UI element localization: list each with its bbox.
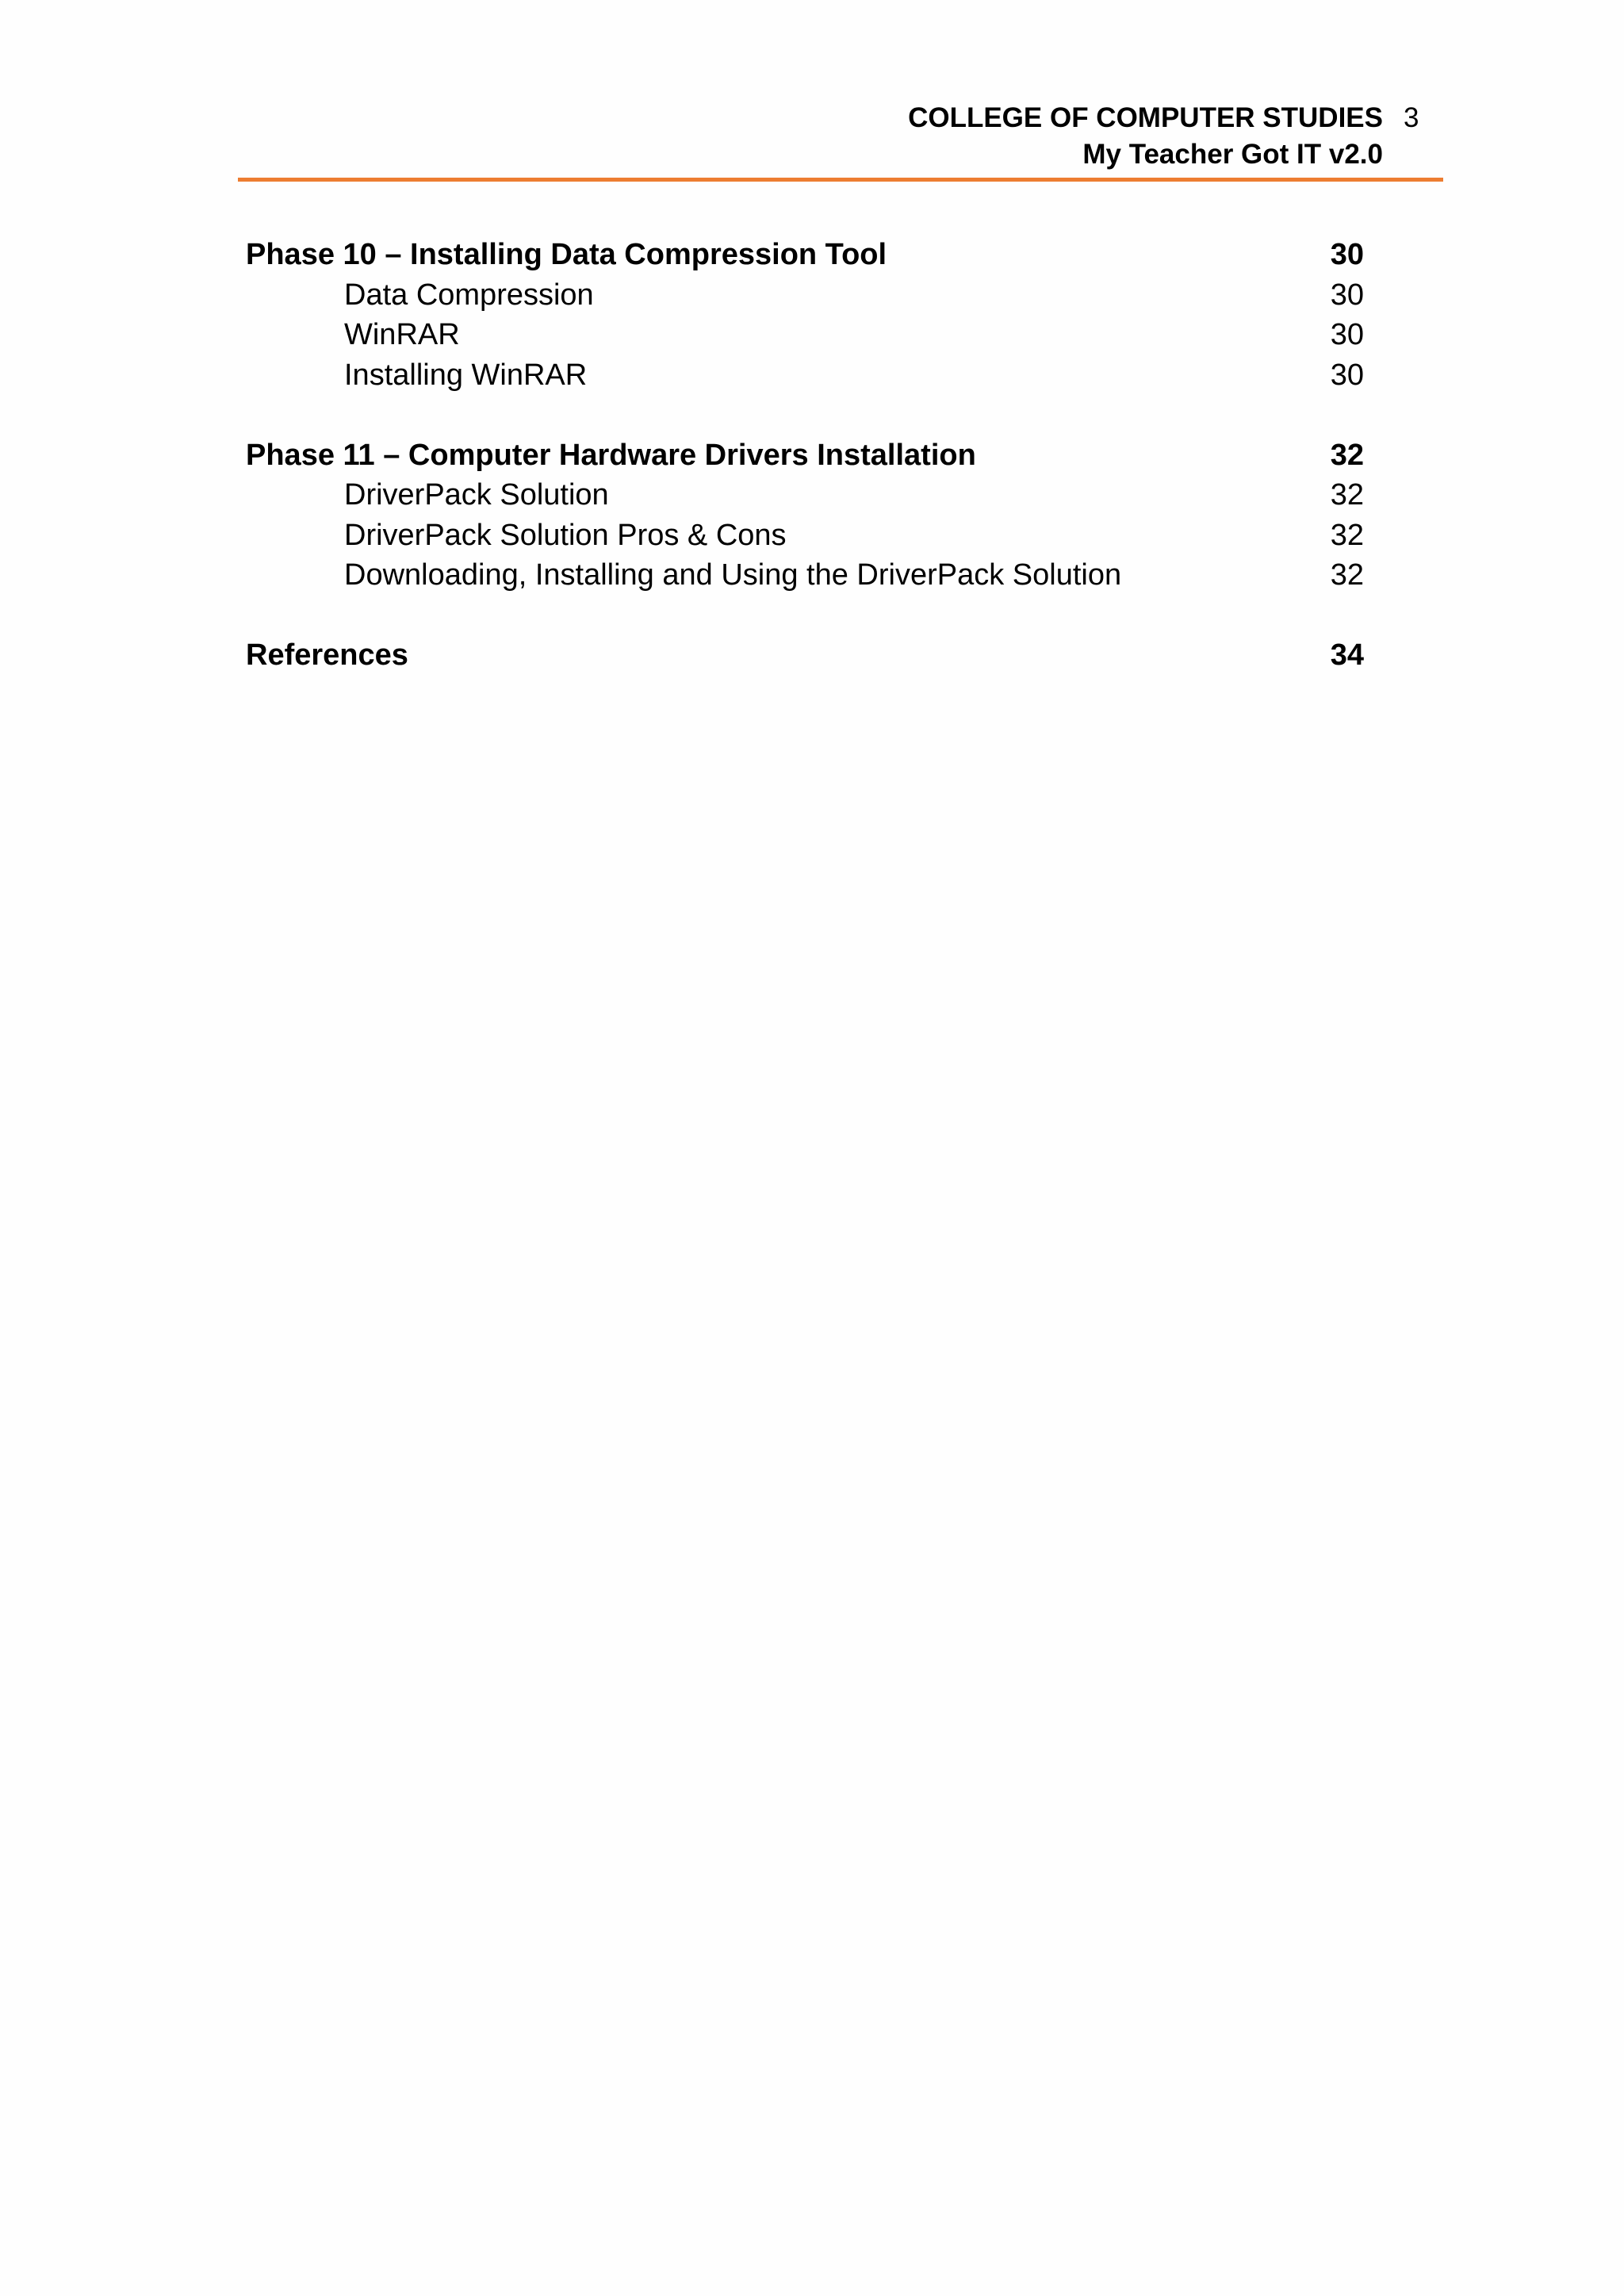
toc-heading-title: Phase 11 – Computer Hardware Drivers Installation: [246, 438, 976, 472]
toc-item-downloading-driverpack[interactable]: [246, 555, 1364, 596]
toc-spacer: [246, 596, 1364, 636]
header-rule: [238, 178, 1443, 182]
toc-heading-phase-11[interactable]: [246, 435, 1364, 476]
toc-item-title: WinRAR: [344, 318, 460, 351]
toc-item-data-compression[interactable]: [246, 275, 1364, 316]
toc-item-page: 32: [1330, 478, 1364, 512]
toc-item-page: 30: [1330, 358, 1364, 392]
toc-item-title: DriverPack Solution: [344, 478, 609, 512]
toc-heading-title: References: [246, 638, 408, 672]
header-doc-title: My Teacher Got IT v2.0: [1082, 139, 1383, 170]
toc-heading-phase-10[interactable]: [246, 235, 1364, 275]
toc-heading-title: Phase 10 – Installing Data Compression Tool: [246, 238, 887, 271]
toc-heading-page: 34: [1330, 638, 1364, 672]
toc-item-title: Installing WinRAR: [344, 358, 588, 392]
toc-item-title: Data Compression: [344, 278, 594, 312]
toc-heading-page: 30: [1330, 238, 1364, 271]
table-of-contents: [246, 235, 1364, 676]
toc-item-title: Downloading, Installing and Using the DriverPack Solution: [344, 558, 1122, 592]
toc-item-driverpack-pros-cons[interactable]: [246, 516, 1364, 556]
toc-item-installing-winrar[interactable]: [246, 355, 1364, 396]
toc-item-page: 30: [1330, 318, 1364, 351]
toc-item-winrar[interactable]: [246, 315, 1364, 355]
toc-heading-references[interactable]: [246, 635, 1364, 676]
toc-item-title: DriverPack Solution Pros & Cons: [344, 518, 787, 552]
page-number: 3: [1404, 102, 1419, 133]
toc-item-page: 32: [1330, 558, 1364, 592]
toc-item-page: 32: [1330, 518, 1364, 552]
toc-item-driverpack-solution[interactable]: [246, 475, 1364, 516]
toc-spacer: [246, 395, 1364, 435]
toc-item-page: 30: [1330, 278, 1364, 312]
toc-heading-page: 32: [1330, 438, 1364, 472]
header-org: COLLEGE OF COMPUTER STUDIES: [908, 102, 1383, 133]
page-header: [238, 100, 1383, 173]
